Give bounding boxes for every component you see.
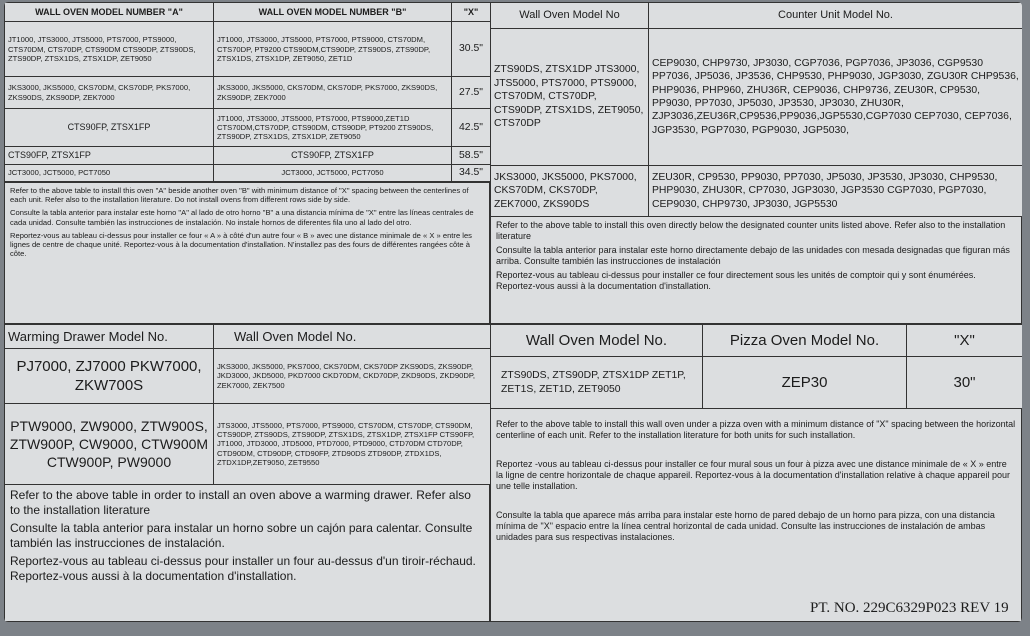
instruction-english: Refer to the above table to install this oven "A" beside another oven "B" with minimum distance of "X" spacing between the centerlines of each unit. Refer also to the installation literature. Do not install ovens from different rows side by side. [10,186,469,205]
x-distance: 27.5" [452,77,491,109]
wall-oven-models: ZTS90DS, ZTSX1DP JTS3000, JTS5000, PTS7000, PTS9000, CTS70DM, CTS70DP, CTS90DP, ZTSX1DS, ZET9050, CTS70DP [491,29,649,166]
part-number: PT. NO. 229C6329P023 REV 19 [810,600,1009,616]
warming-drawer-instructions [4,484,490,622]
column-header-counter-unit: Counter Unit Model No. [649,3,1023,29]
oven-beside-oven-instructions [4,182,490,324]
column-header-x: "X" [452,3,491,22]
instruction-french: Reportez -vous au tableau ci-dessus pour installer ce four mural sous un four à pizza avec une distance minimale de « X » entre la ligne de centre horizontale de chaque appareil. Reportez-vous à la documentation d'installation relative à chaque appareil pour une telle installation. [496,459,1011,491]
instruction-spanish: Consulte la tabla anterior para instalar este horno "A" al lado de otro horno "B" a una distancia mínima de "X" entre las líneas centrales de cada unidad. Consulte también las instrucciones de instalación. No instale hornos de diferentes fila uno al lado del otro. [10,208,474,227]
column-header-oven-a: WALL OVEN MODEL NUMBER "A" [5,3,214,22]
oven-b-models: CTS90FP, ZTSX1FP [214,147,452,164]
oven-b-models: JT1000, JTS3000, JTS5000, PTS7000, PTS9000, CTS70DM, CTS70DP, PT9200 CTS90DM,CTS90DP, ZTS90DS, ZTS90DP, ZTSX1DS, ZTSX1DP, ZET9050, ZET1D [214,22,452,77]
instruction-english: Refer to the above table to install this oven directly below the designated counter units listed above. Refer also to the installation literature [496,220,1006,241]
oven-a-models: CTS90FP, ZTSX1FP [5,147,214,164]
table-row [491,29,1023,166]
column-header-warming-drawer: Warming Drawer Model No. [5,325,214,349]
table-row [5,164,491,181]
pizza-oven-instructions [490,408,1022,622]
oven-b-models: JT1000, JTS3000, JTS5000, PTS7000, PTS9000,ZET1D CTS70DM,CTS70DP, CTS90DM, CTS90DP, PT9200 ZTS90DS, ZTS90DP, ZTSX1DS, ZTSX1DP, ZET9050 [214,109,452,147]
table-row [5,109,491,147]
table-row [5,22,491,77]
oven-below-counter-instructions [490,216,1022,324]
oven-beside-oven-table [4,2,490,182]
x-distance: 30" [907,357,1023,409]
x-distance: 30.5" [452,22,491,77]
warming-drawer-models: PTW9000, ZW9000, ZTW900S, ZTW900P, CW9000, CTW900M CTW900P, PW9000 [5,404,214,485]
column-header-wall-oven: Wall Oven Model No. [214,325,491,349]
oven-b-models: JCT3000, JCT5000, PCT7050 [214,164,452,181]
oven-a-models: JT1000, JTS3000, JTS5000, PTS7000, PTS9000, CTS70DM, CTS70DP, CTS90DM CTS90DP, ZTS90DS, ZTS90DP, ZTSX1DS, ZTSX1DP, ZET9050 [5,22,214,77]
x-distance: 42.5" [452,109,491,147]
wall-oven-models: JKS3000, JKS5000, PKS7000, CKS70DM, CKS70DP ZKS90DS, ZKS90DP, JKD3000, JKD5000, PKD7000 CKD70DM, CKD70DP, ZKD90DS, ZKD90DP, ZEK7000, ZEK7500 [214,349,491,404]
column-header-wall-oven: Wall Oven Model No. [491,325,703,357]
instruction-french: Reportez-vous au tableau ci-dessus pour installer ce four directement sous les unités de comptoir qui y sont énumérées. Reportez-vous aussi à la documentation d'installation. [496,270,976,291]
oven-below-counter-table [490,2,1022,216]
instruction-english: Refer to the above table to install this wall oven under a pizza oven with a minimum distance of "X" spacing between the horizontal centerline of each unit. Refer to the installation literature for both units for such installation. [496,419,1016,440]
table-row [5,147,491,164]
x-distance: 58.5" [452,147,491,164]
x-distance: 34.5" [452,164,491,181]
column-header-wall-oven: Wall Oven Model No [491,3,649,29]
warming-drawer-table [4,324,490,484]
instruction-english: Refer to the above table in order to install an oven above a warming drawer. Refer also to the installation literature [10,488,471,517]
instruction-french: Reportez-vous au tableau ci-dessus pour installer un four au-dessus d'un tiroir-réchaud. Reportez-vous aussi à la documentation d'installation. [10,554,476,583]
instruction-spanish: Consulte la tabla anterior para instalar un horno sobre un cajón para calentar. Consulte también las instrucciones de instalación. [10,521,473,550]
appliance-label [4,2,1022,622]
counter-unit-models: CEP9030, CHP9730, JP3030, CGP7036, PGP7036, JP3036, CGP9530 PP7036, JP5036, JP3536, CHP9530, PHP9030, JGP3030, ZGU30R CHP9536, PHP9036, PHP960, ZHU36R, CEP9036, CHP9736, ZEU30R, CP9530, PP9030, PP7030, JP5030, JP3530, JP3030, ZHU30R, ZJP3036,ZEU36R,CP9536,PP9036,JGP5530,CGP7030 CEP7030, CEP7036, JGP3530, PGP7030, PGP9030, JGP5030, [649,29,1023,166]
table-row [5,404,491,485]
column-header-pizza-oven: Pizza Oven Model No. [703,325,907,357]
table-row [491,166,1023,217]
wall-oven-models: ZTS90DS, ZTS90DP, ZTSX1DP ZET1P, ZET1S, ZET1D, ZET9050 [491,357,703,409]
instruction-spanish: Consulte la tabla anterior para instalar este horno directamente debajo de las unidades con mesada designadas que figuran más arriba. Consulte también las instrucciones de instalación [496,245,1010,266]
warming-drawer-models: PJ7000, ZJ7000 PKW7000, ZKW700S [5,349,214,404]
pizza-oven-table [490,324,1022,408]
column-header-oven-b: WALL OVEN MODEL NUMBER "B" [214,3,452,22]
oven-b-models: JKS3000, JKS5000, CKS70DM, CKS70DP, PKS7000, ZKS90DS, ZKS90DP, ZEK7000 [214,77,452,109]
instruction-french: Reportez-vous au tableau ci-dessus pour installer ce four « A » à côté d'un autre four « B » avec une distance minimale de « X » entre les lignes de centre de chaque unité. Reportez-vous à la documentation d'installation. N'installez pas des fours de différentes rangées côte à côte. [10,230,472,259]
instruction-spanish: Consulte la tabla que aparece más arriba para instalar este horno de pared debajo de un horno para pizza, con una distancia mínima de "X" espacio entre la línea central horizontal de cada unidad. Consulte las instrucciones de instalación de ambas unidades para sus respectivas instalaciones. [496,510,995,542]
wall-oven-models: JTS3000, JTS5000, PTS7000, PTS9000, CTS70DM, CTS70DP, CTS90DM, CTS90DP, ZTS90DS, ZTS90DP, ZTSX1DS, ZTSX1DP, ZTSX1FP CTS90FP, JT1000, JTD3000, JTD5000, PTD7000, PTD9000, CTD70DM CTD70DP, CTD90DM, CTD90DP, CTD90FP, ZTD90DS ZTD90DP, ZTDX1DS, ZTDX1DP,ZET9050, ZET9550 [214,404,491,485]
oven-a-models: JKS3000, JKS5000, CKS70DM, CKS70DP, PKS7000, ZKS90DS, ZKS90DP, ZEK7000 [5,77,214,109]
oven-a-models: JCT3000, JCT5000, PCT7050 [5,164,214,181]
counter-unit-models: ZEU30R, CP9530, PP9030, PP7030, JP5030, JP3530, JP3030, CHP9530, PHP9030, ZHU30R, CP7030, JGP3030, JGP3530 CGP7030, PGP7030, CEP9030, CHP9730, JP3030, JGP5530 [649,166,1023,217]
column-header-x: "X" [907,325,1023,357]
table-row [491,357,1023,409]
wall-oven-models: JKS3000, JKS5000, PKS7000, CKS70DM, CKS70DP, ZEK7000, ZKS90DS [491,166,649,217]
pizza-oven-model: ZEP30 [703,357,907,409]
table-row [5,77,491,109]
table-row [5,349,491,404]
oven-a-models: CTS90FP, ZTSX1FP [5,109,214,147]
